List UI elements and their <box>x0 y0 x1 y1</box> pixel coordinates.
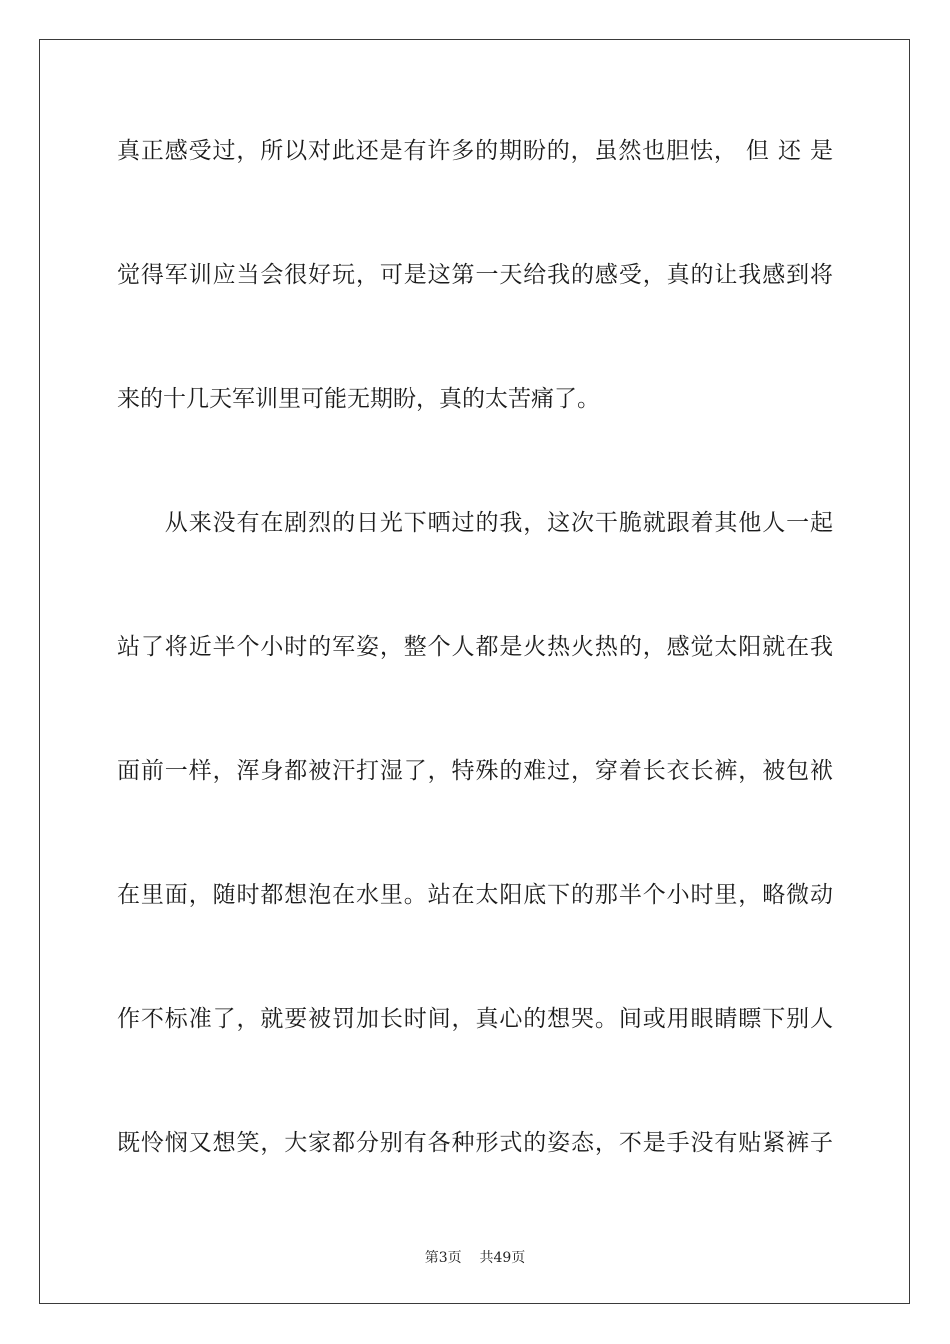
total-pages: 共49页 <box>479 1250 526 1266</box>
text-line-8: 作不标准了，就要被罚加长时间，真心的想哭。间或用眼睛瞟下别人 <box>117 1006 833 1032</box>
text-line-7: 在里面，随时都想泡在水里。站在太阳底下的那半个小时里，略微动 <box>117 882 833 908</box>
text-line-2: 觉得军训应当会很好玩，可是这第一天给我的感受，真的让我感到将 <box>117 262 833 288</box>
text-line-4: 从来没有在剧烈的日光下晒过的我，这次干脆就跟着其他人一起 <box>117 510 833 536</box>
page-border <box>39 39 910 1304</box>
text-line-9: 既怜悯又想笑，大家都分别有各种形式的姿态，不是手没有贴紧裤子 <box>117 1130 833 1156</box>
text-line-6: 面前一样，浑身都被汗打湿了，特殊的难过，穿着长衣长裤，被包袱 <box>117 758 833 784</box>
text-line-5: 站了将近半个小时的军姿，整个人都是火热火热的，感觉太阳就在我 <box>117 634 833 660</box>
text-line-1: 真正感受过，所以对此还是有许多的期盼的，虽然也胆怯， 但 还 是 <box>117 138 833 164</box>
page-footer <box>0 1249 950 1267</box>
page-number: 第3页 <box>424 1250 462 1266</box>
text-line-3: 来的十几天军训里可能无期盼，真的太苦痛了。 <box>117 386 600 412</box>
